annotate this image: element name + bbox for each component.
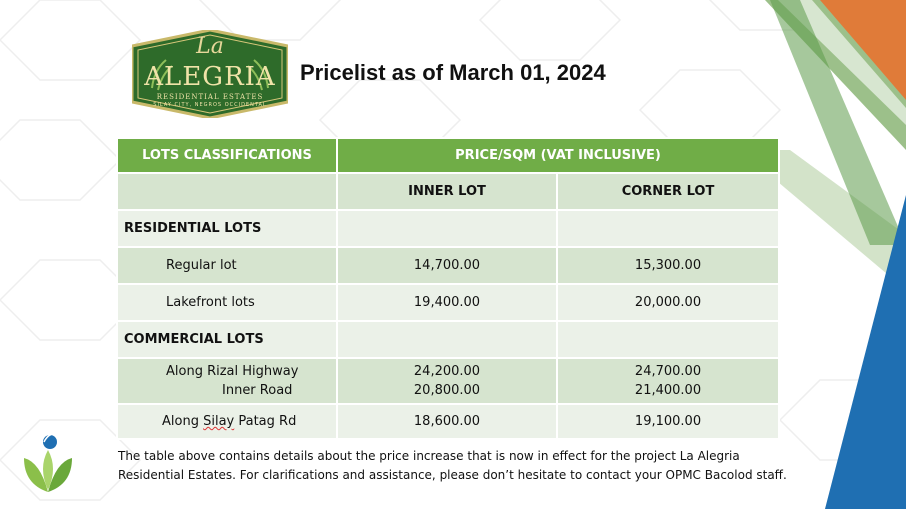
row-inner-price: 14,700.00 — [337, 247, 557, 284]
table-header-row — [117, 138, 779, 173]
row-inner-price: 18,600.00 — [337, 404, 557, 439]
subheader-corner-lot: CORNER LOT — [557, 173, 779, 210]
row-name: Lakefront lots — [117, 284, 337, 321]
row-inner-price-multiline — [337, 358, 557, 404]
pricelist-table — [116, 137, 780, 440]
row-name: Regular lot — [117, 247, 337, 284]
table-row — [117, 247, 779, 284]
row-inner-price: 19,400.00 — [337, 284, 557, 321]
empty-cell — [557, 321, 779, 358]
row-corner-price-secondary: 21,400.00 — [634, 383, 702, 398]
empty-cell — [337, 210, 557, 247]
logo-subtitle: RESIDENTIAL ESTATES — [156, 93, 264, 101]
empty-cell — [337, 321, 557, 358]
table-row — [117, 358, 779, 404]
section-label-residential: RESIDENTIAL LOTS — [117, 210, 337, 247]
table-subheader-row — [117, 173, 779, 210]
section-row — [117, 321, 779, 358]
row-inner-price-secondary: 20,800.00 — [413, 383, 481, 398]
logo-main-text: ALEGRIA — [144, 62, 276, 92]
row-name-prefix: Along — [162, 414, 204, 429]
row-corner-price-multiline — [557, 358, 779, 404]
empty-cell — [557, 210, 779, 247]
subheader-empty-cell — [117, 173, 337, 210]
row-name-secondary: Inner Road — [222, 383, 293, 398]
row-name — [117, 404, 337, 439]
row-name: Along Rizal Highway — [166, 364, 299, 379]
header-lots-classifications: LOTS CLASSIFICATIONS — [117, 138, 337, 173]
section-label-commercial: COMMERCIAL LOTS — [117, 321, 337, 358]
row-corner-price: 19,100.00 — [557, 404, 779, 439]
row-name-suffix: Patag Rd — [234, 414, 297, 429]
section-row — [117, 210, 779, 247]
subheader-inner-lot: INNER LOT — [337, 173, 557, 210]
row-name-spellcheck-word: Silay — [203, 414, 235, 429]
table-row — [117, 404, 779, 439]
logo-location: SILAY CITY, NEGROS OCCIDENTAL — [153, 102, 267, 108]
row-name-multiline — [117, 358, 337, 404]
page-title: Pricelist as of March 01, 2024 — [300, 60, 606, 85]
logo-script-text: La — [196, 34, 224, 59]
row-inner-price: 24,200.00 — [413, 364, 481, 379]
row-corner-price: 20,000.00 — [557, 284, 779, 321]
row-corner-price: 24,700.00 — [634, 364, 702, 379]
footnote-text: The table above contains details about the price increase that is now in effect for the project La Alegria Residential Estates. For clarifications and assistance, please don’t hesitate to contact your OPMC Bacolod staff. — [118, 449, 787, 482]
header-price-per-sqm: PRICE/SQM (VAT INCLUSIVE) — [337, 138, 779, 173]
la-alegria-logo — [132, 30, 288, 118]
leaf-logo-icon — [20, 428, 76, 496]
table-row — [117, 284, 779, 321]
row-corner-price: 15,300.00 — [557, 247, 779, 284]
